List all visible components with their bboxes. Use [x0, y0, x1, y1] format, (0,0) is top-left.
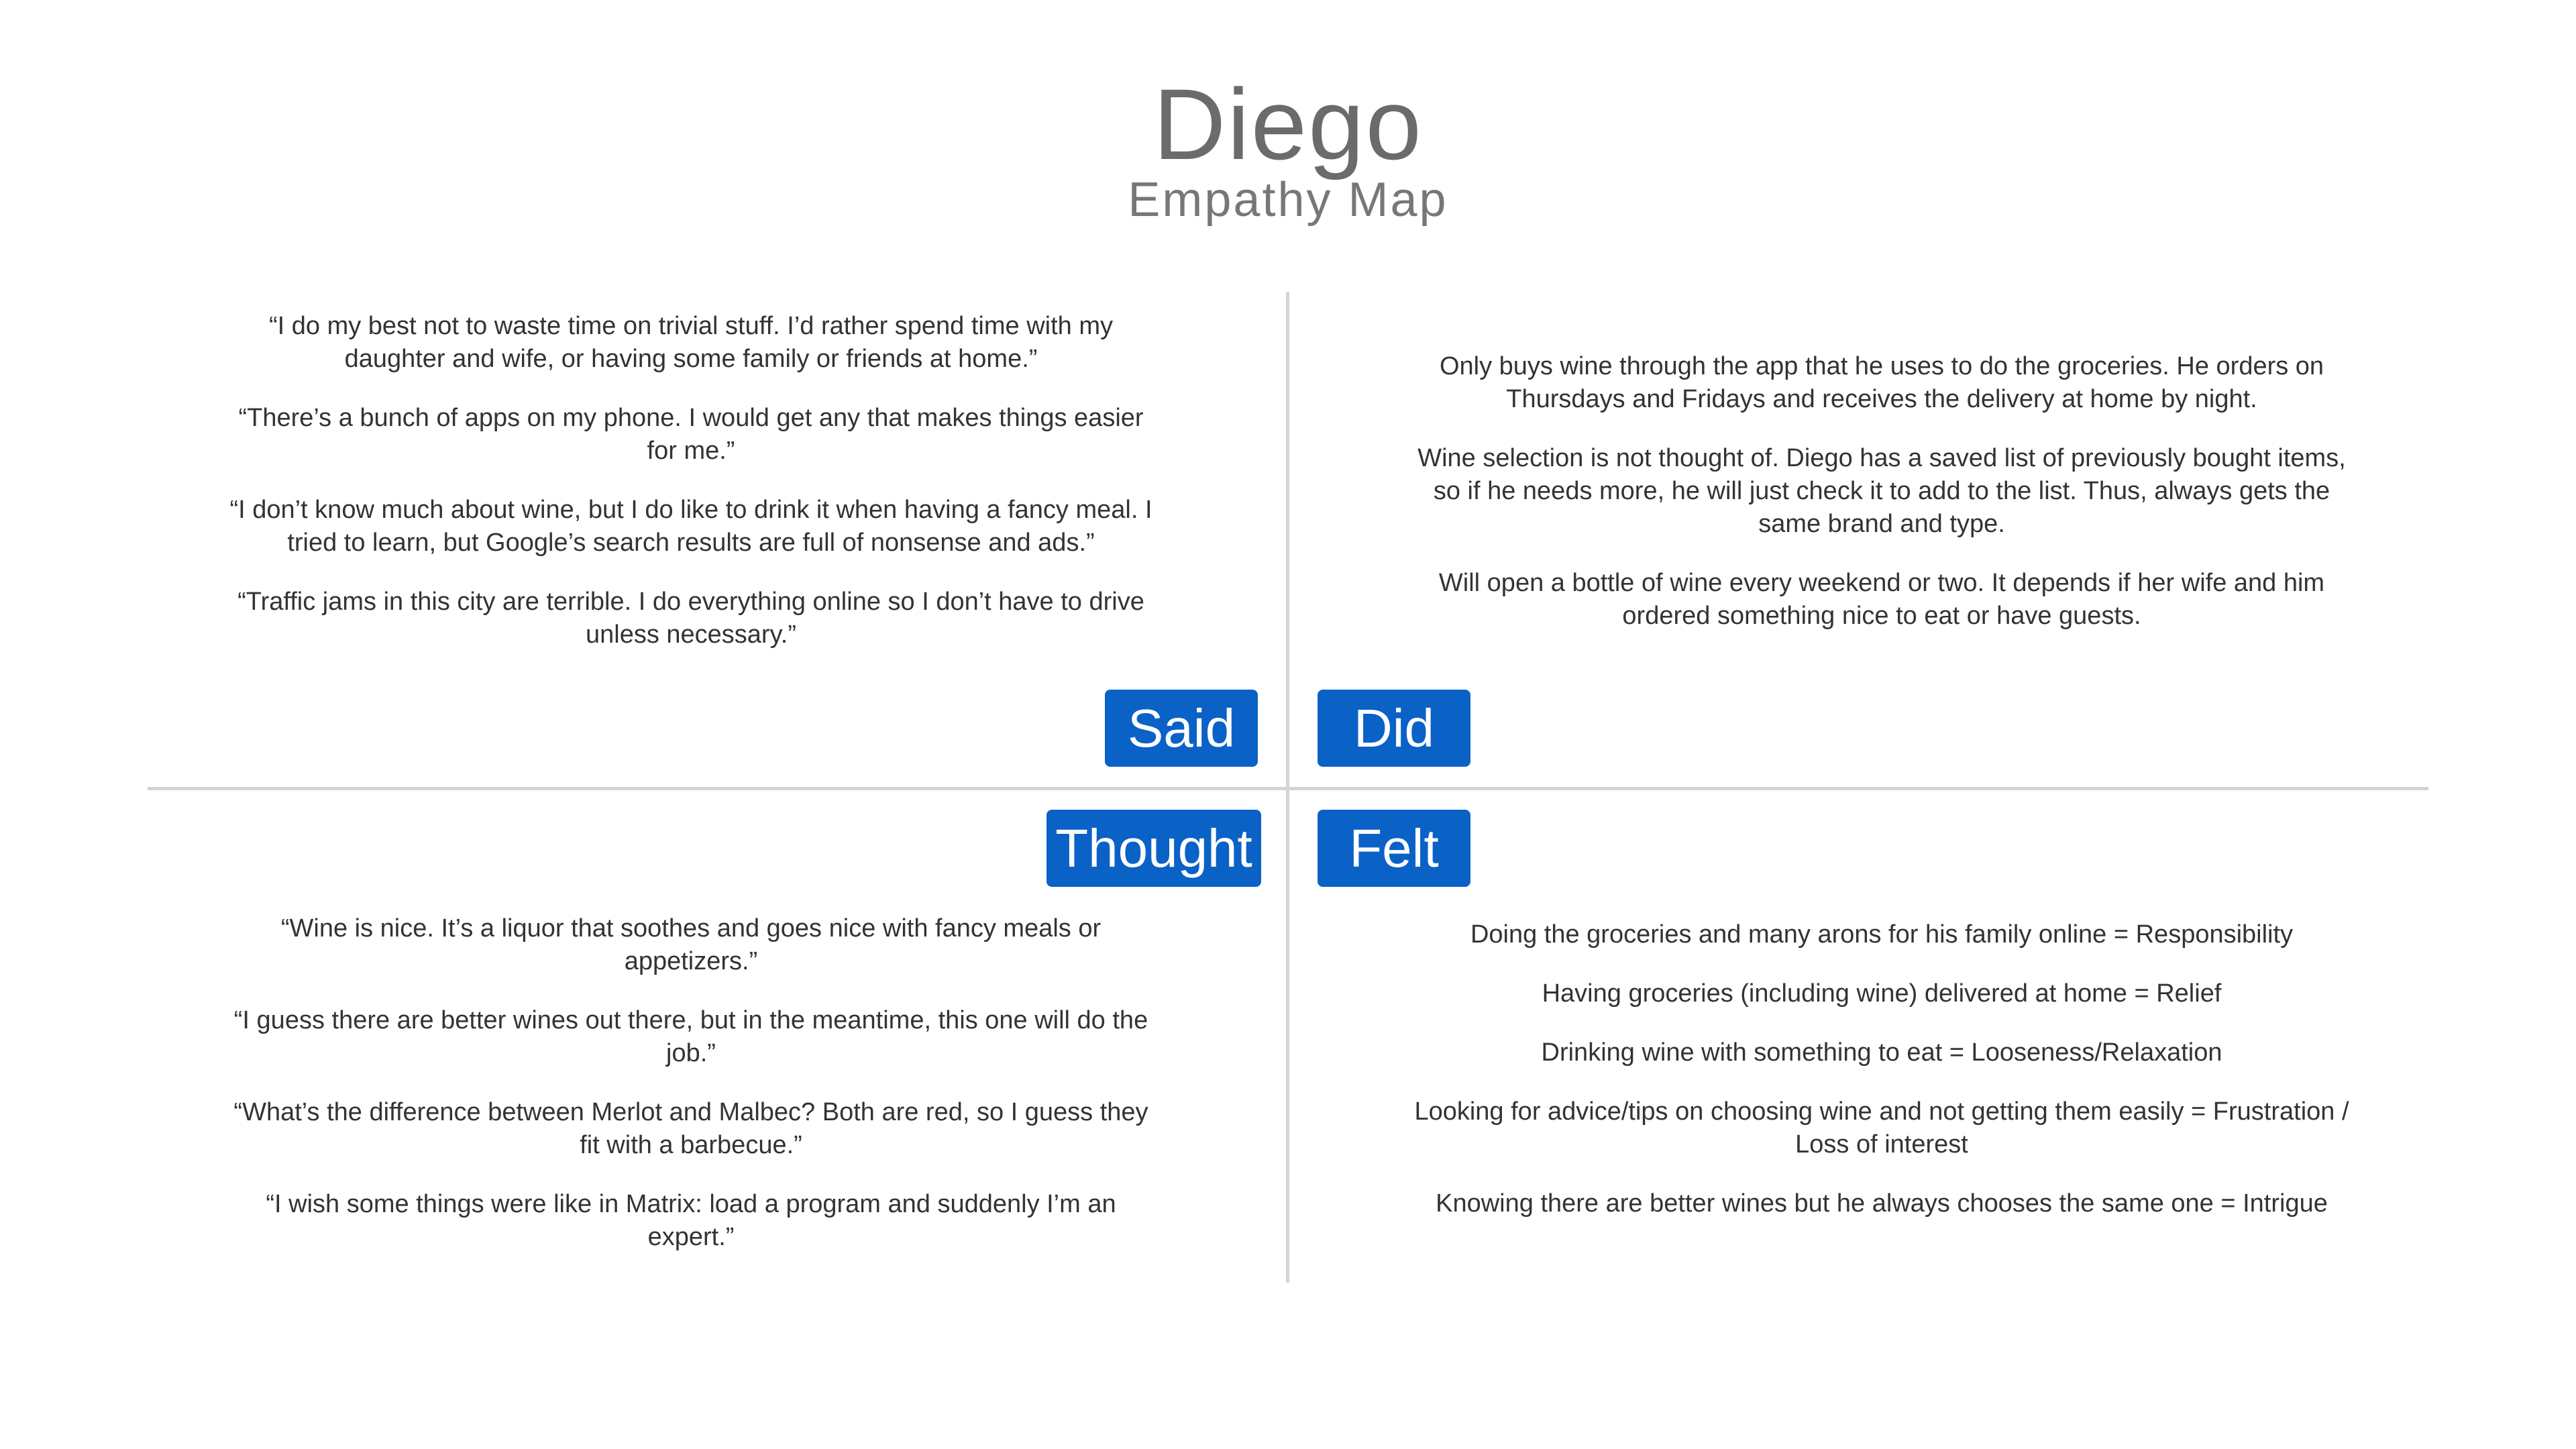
said-quadrant	[221, 310, 1161, 678]
said-label: Said	[1105, 690, 1258, 767]
felt-item: Knowing there are better wines but he always chooses the same one = Intrigue	[1436, 1189, 2328, 1218]
did-quadrant	[1409, 350, 2355, 659]
felt-item: Drinking wine with something to eat = Looseness/Relaxation	[1541, 1038, 2222, 1067]
thought-quadrant	[221, 912, 1161, 1280]
did-item: Only buys wine through the app that he uses to do the groceries. He orders on Thursdays and Fridays and receives the delivery at home by night.	[1439, 352, 2324, 413]
felt-item: Having groceries (including wine) delivered at home = Relief	[1542, 979, 2222, 1008]
did-label: Did	[1318, 690, 1470, 767]
thought-item: “What’s the difference between Merlot and Malbec? Both are red, so I guess they fit with a barbecue.”	[233, 1098, 1148, 1159]
felt-label: Felt	[1318, 810, 1470, 887]
thought-item: “Wine is nice. It’s a liquor that soothes and goes nice with fancy meals or appetizers.”	[280, 914, 1102, 975]
said-item: “Traffic jams in this city are terrible. I do everything online so I don’t have to drive unless necessary.”	[237, 588, 1144, 649]
felt-quadrant	[1409, 918, 2355, 1246]
thought-label: Thought	[1046, 810, 1261, 887]
did-item: Wine selection is not thought of. Diego has a saved list of previously bought items, so if he needs more, he will just check it to add to the list. Thus, always gets the same brand and type.	[1417, 444, 2346, 538]
said-item: “There’s a bunch of apps on my phone. I would get any that makes things easier for me.”	[238, 404, 1144, 465]
said-item: “I don’t know much about wine, but I do like to drink it when having a fancy meal. I tried to learn, but Google’s search results are full of nonsense and ads.”	[229, 496, 1152, 557]
did-item: Will open a bottle of wine every weekend or two. It depends if her wife and him ordered something nice to eat or have guests.	[1438, 569, 2325, 630]
horizontal-divider	[148, 787, 2428, 790]
thought-item: “I wish some things were like in Matrix: load a program and suddenly I’m an expert.”	[266, 1190, 1116, 1251]
page-title: Diego	[1153, 68, 1423, 180]
felt-item: Doing the groceries and many arons for his family online = Responsibility	[1470, 920, 2294, 949]
page-subtitle: Empathy Map	[1128, 173, 1448, 227]
felt-item: Looking for advice/tips on choosing wine and not getting them easily = Frustration / Loss of interest	[1414, 1097, 2349, 1159]
thought-item: “I guess there are better wines out there, but in the meantime, this one will do the job.”	[233, 1006, 1148, 1067]
said-item: “I do my best not to waste time on trivial stuff. I’d rather spend time with my daughter and wife, or having some family or friends at home.”	[268, 312, 1114, 373]
